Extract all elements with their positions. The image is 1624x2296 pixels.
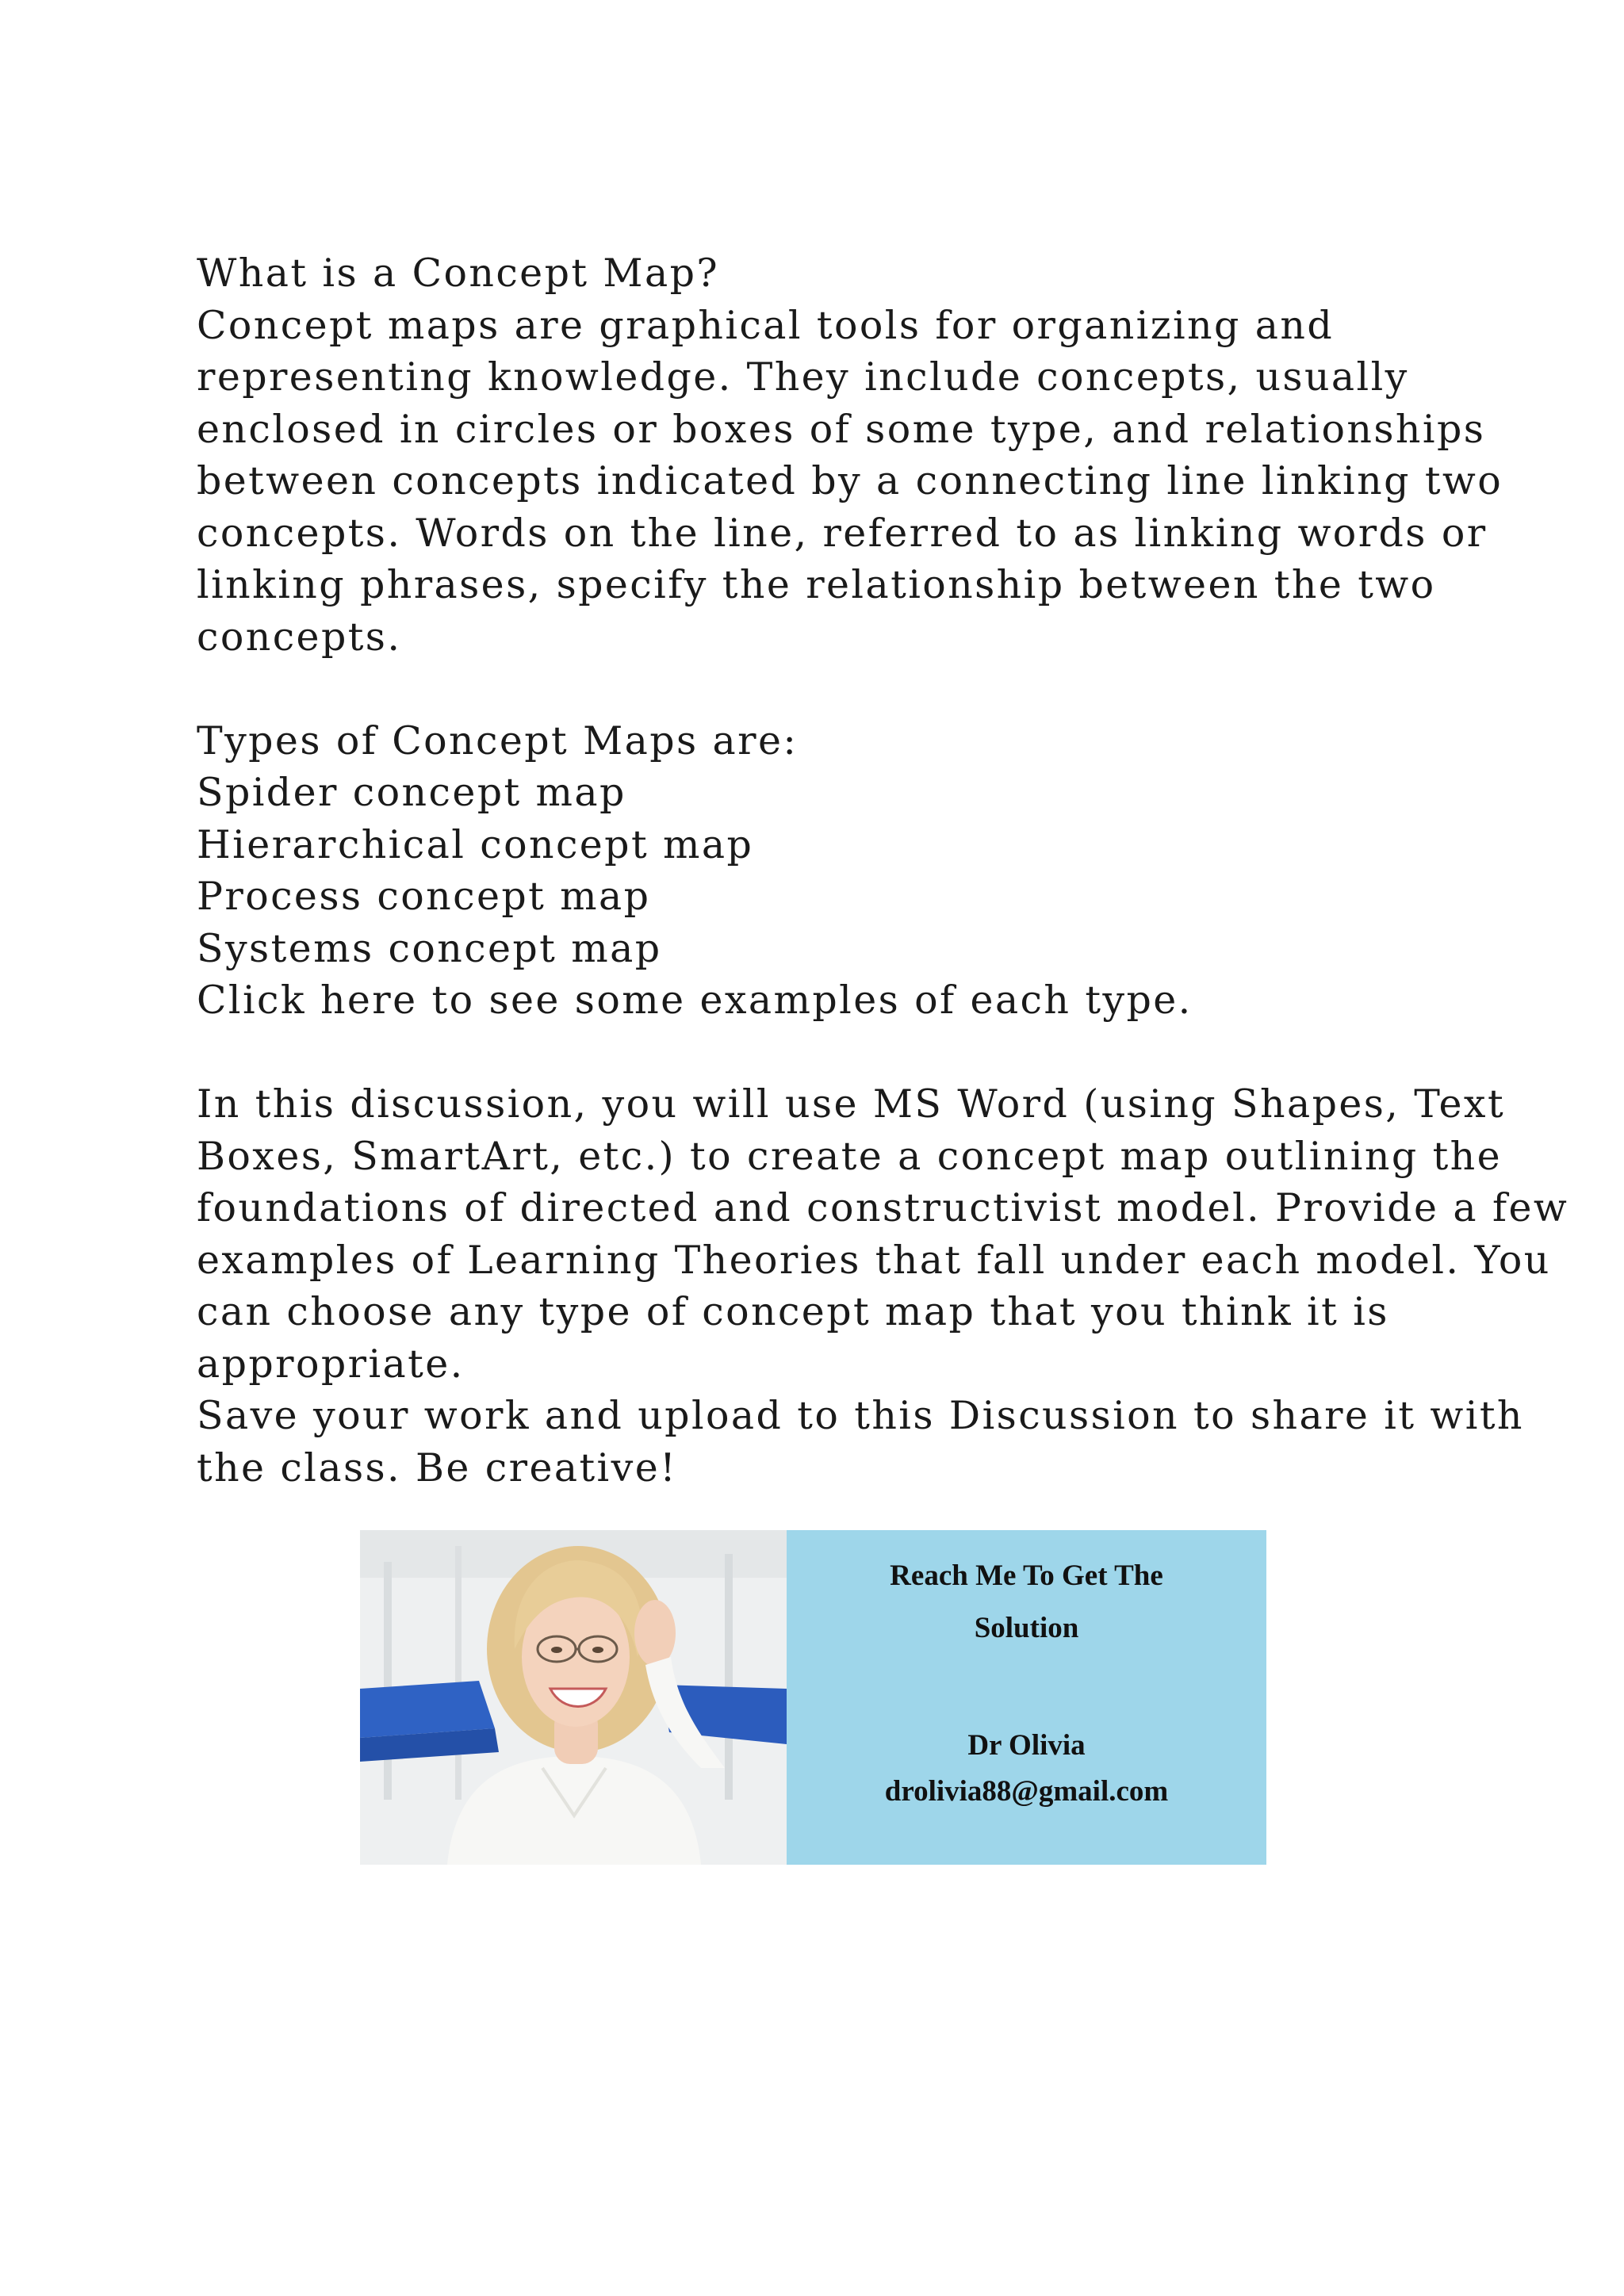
discussion-line: foundations of directed and constructivist model. Provide a few	[197, 1185, 1569, 1230]
intro-line: enclosed in circles or boxes of some type, and relationships	[197, 406, 1486, 452]
contact-panel	[787, 1530, 1266, 1865]
discussion-line: examples of Learning Theories that fall under each model. You	[197, 1237, 1551, 1283]
discussion-line: the class. Be creative!	[197, 1445, 678, 1490]
intro-line: representing knowledge. They include concepts, usually	[197, 354, 1409, 400]
type-item: Process concept map	[197, 874, 651, 919]
document-body	[197, 247, 1569, 1494]
discussion-line: appropriate.	[197, 1341, 465, 1387]
contact-banner	[360, 1530, 1266, 1865]
intro-line: concepts.	[197, 614, 402, 660]
woman-photo	[360, 1530, 787, 1865]
discussion-line: Save your work and upload to this Discussion to share it with	[197, 1393, 1524, 1438]
paragraph-gap	[197, 1027, 1481, 1079]
paragraph-gap	[197, 663, 1481, 715]
banner-headline-2: Solution	[974, 1612, 1079, 1644]
type-item: Spider concept map	[197, 770, 626, 815]
discussion-line: can choose any type of concept map that you think it is	[197, 1289, 1389, 1334]
discussion-line: In this discussion, you will use MS Word (using Shapes, Text	[197, 1081, 1506, 1127]
type-item: Systems concept map	[197, 925, 662, 971]
intro-line: linking phrases, specify the relationship between the two	[197, 562, 1436, 607]
contact-email[interactable]: drolivia88@gmail.com	[884, 1775, 1169, 1808]
examples-link-line[interactable]: Click here to see some examples of each type.	[197, 978, 1193, 1023]
discussion-line: Boxes, SmartArt, etc.) to create a concept map outlining the	[197, 1133, 1503, 1179]
intro-line: Concept maps are graphical tools for organizing and	[197, 302, 1335, 348]
document-title: What is a Concept Map?	[197, 251, 720, 296]
banner-headline-1: Reach Me To Get The	[890, 1559, 1163, 1592]
contact-name: Dr Olivia	[967, 1729, 1086, 1762]
intro-line: concepts. Words on the line, referred to as linking words or	[197, 510, 1488, 556]
intro-line: between concepts indicated by a connecting line linking two	[197, 458, 1503, 503]
types-heading: Types of Concept Maps are:	[197, 718, 799, 763]
woman-photo-illustration	[360, 1530, 787, 1865]
type-item: Hierarchical concept map	[197, 821, 754, 867]
